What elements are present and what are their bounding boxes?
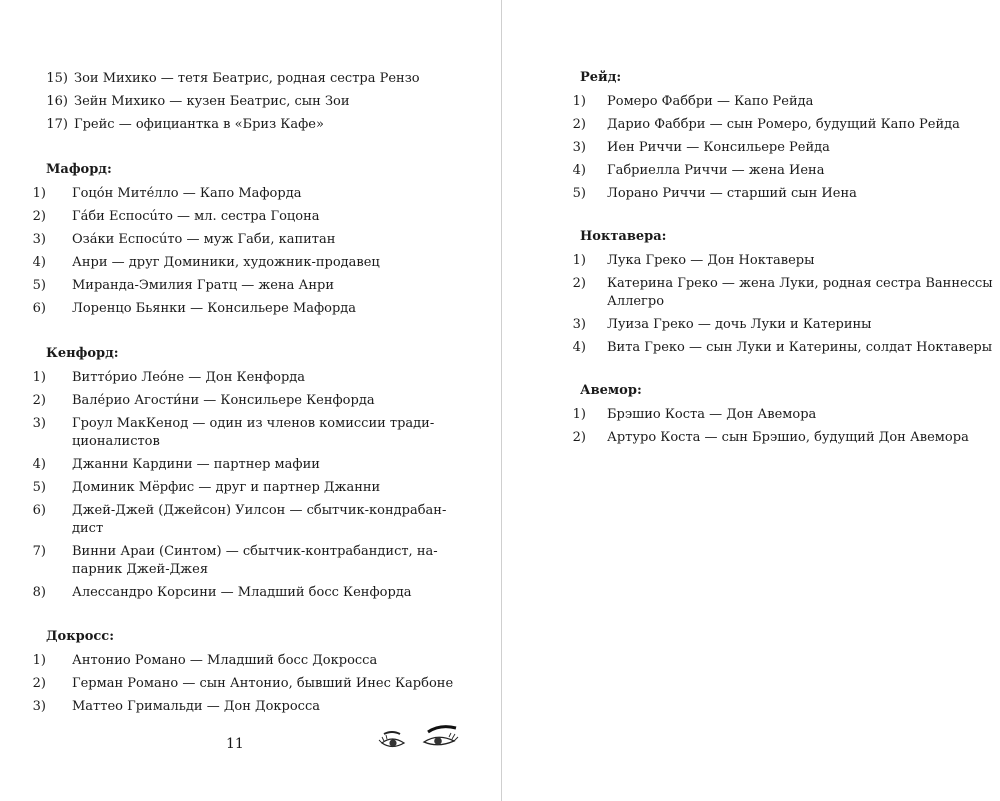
item-number: 1) xyxy=(572,253,586,268)
item-text-continuation: парник Джей-Джея xyxy=(72,562,209,577)
item-number: 5) xyxy=(572,186,586,201)
item-text: Артуро Коста — сын Брэшио, будущий Дон Авемора xyxy=(607,430,969,445)
item-number: 2) xyxy=(572,117,586,132)
item-text: Иен Риччи — Консильере Рейда xyxy=(607,140,830,155)
item-number: 3) xyxy=(32,699,46,714)
item-number: 1) xyxy=(572,94,586,109)
item-text: Брэшио Коста — Дон Авемора xyxy=(607,407,817,422)
item-text-continuation: Аллегро xyxy=(607,294,665,309)
item-text: Зои Михико — тетя Беатрис, родная сестра Рензо xyxy=(74,71,420,86)
eyes-icon xyxy=(378,722,460,758)
item-number: 1) xyxy=(32,186,46,201)
section-title-kenford: Кенфорд: xyxy=(46,346,119,361)
item-text: Вита Греко — сын Луки и Катерины, солдат Ноктаверы xyxy=(607,340,993,355)
item-number: 6) xyxy=(32,301,46,316)
item-number: 1) xyxy=(572,407,586,422)
item-text: Антонио Романо — Младший босс Докросса xyxy=(72,653,378,668)
item-number: 8) xyxy=(32,585,46,600)
item-number: 2) xyxy=(572,276,586,291)
item-number: 5) xyxy=(32,278,46,293)
item-text: Герман Романо — сын Антонио, бывший Инес Карбоне xyxy=(72,676,454,691)
item-text: Джей-Джей (Джейсон) Уилсон — сбытчик-кондрабан- xyxy=(72,503,447,518)
item-text: Лоренцо Бьянки — Консильере Мафорда xyxy=(72,301,357,316)
item-text: Гоцо́н Мите́лло — Капо Мафорда xyxy=(72,186,302,201)
item-text: Га́би Еспосúто — мл. сестра Гоцона xyxy=(72,209,320,224)
item-number: 2) xyxy=(32,393,46,408)
item-text: Зейн Михико — кузен Беатрис, сын Зои xyxy=(74,94,350,109)
item-text: Дарио Фаббри — сын Ромеро, будущий Капо Рейда xyxy=(607,117,960,132)
item-text: Луиза Греко — дочь Луки и Катерины xyxy=(607,317,872,332)
item-text: Лука Греко — Дон Ноктаверы xyxy=(607,253,815,268)
item-number: 3) xyxy=(572,317,586,332)
section-title-avemor: Авемор: xyxy=(580,383,642,398)
item-number: 2) xyxy=(32,209,46,224)
item-text: Маттео Гримальди — Дон Докросса xyxy=(72,699,320,714)
item-text: Ромеро Фаббри — Капо Рейда xyxy=(607,94,814,109)
item-number: 1) xyxy=(32,370,46,385)
item-number: 1) xyxy=(32,653,46,668)
item-text: Алессандро Корсини — Младший босс Кенфорда xyxy=(72,585,412,600)
page-gutter xyxy=(501,0,502,801)
item-number: 7) xyxy=(32,544,46,559)
item-text: Габриелла Риччи — жена Иена xyxy=(607,163,825,178)
item-number: 3) xyxy=(32,416,46,431)
right-page xyxy=(503,0,1000,801)
item-text: Гроул МакКенод — один из членов комиссии тради- xyxy=(72,416,435,431)
item-number: 2) xyxy=(32,676,46,691)
item-text: Грейс — официантка в «Бриз Кафе» xyxy=(74,117,324,132)
item-number: 16) xyxy=(46,94,68,109)
item-text: Вале́рио Агости́ни — Консильере Кенфорда xyxy=(72,393,375,408)
section-title-noktavera: Ноктавера: xyxy=(580,229,667,244)
item-number: 4) xyxy=(572,163,586,178)
page-number: 11 xyxy=(226,736,244,752)
item-number: 4) xyxy=(32,457,46,472)
item-number: 3) xyxy=(572,140,586,155)
item-number: 2) xyxy=(572,430,586,445)
section-title-mafford: Мафорд: xyxy=(46,162,112,177)
item-number: 5) xyxy=(32,480,46,495)
item-text-continuation: дист xyxy=(72,521,104,536)
section-title-reid: Рейд: xyxy=(580,70,622,85)
item-number: 4) xyxy=(572,340,586,355)
item-number: 17) xyxy=(46,117,68,132)
item-text: Катерина Греко — жена Луки, родная сестра Ваннессы xyxy=(607,276,993,291)
item-text: Миранда-Эмилия Гратц — жена Анри xyxy=(72,278,335,293)
item-text: Джанни Кардини — партнер мафии xyxy=(72,457,320,472)
item-text: Лорано Риччи — старший сын Иена xyxy=(607,186,857,201)
item-number: 4) xyxy=(32,255,46,270)
item-text: Оза́ки Еспосúто — муж Габи, капитан xyxy=(72,232,336,247)
item-number: 15) xyxy=(46,71,68,86)
item-text: Доминик Мёрфис — друг и партнер Джанни xyxy=(72,480,381,495)
item-text-continuation: ционалистов xyxy=(72,434,160,449)
item-number: 3) xyxy=(32,232,46,247)
section-title-dokross: Докросс: xyxy=(46,629,115,644)
item-number: 6) xyxy=(32,503,46,518)
item-text: Анри — друг Доминики, художник-продавец xyxy=(72,255,380,270)
item-text: Витто́рио Лео́не — Дон Кенфорда xyxy=(72,370,306,385)
item-text: Винни Араи (Синтом) — сбытчик-контрабандист, на- xyxy=(72,544,438,559)
